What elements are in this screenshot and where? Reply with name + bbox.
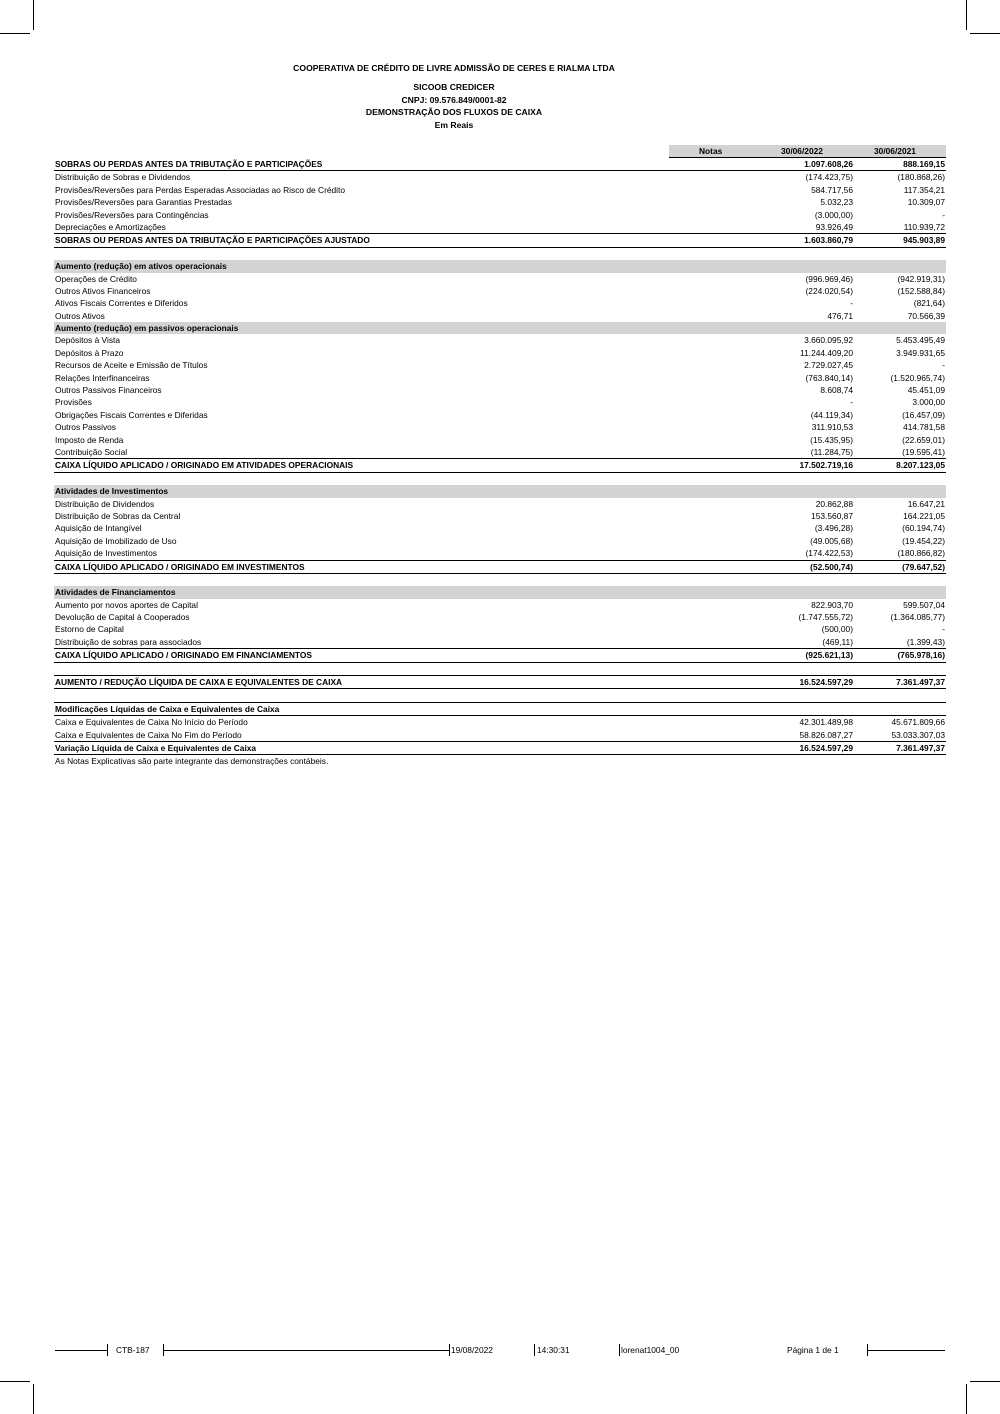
statement-row: Depósitos à Vista 3.660.095,92 5.453.495,49: [55, 335, 945, 346]
column-header: [669, 145, 946, 158]
period-2022-column-header: 30/06/2022: [781, 146, 823, 156]
statement-row: Caixa e Equivalentes de Caixa No Início do Período 42.301.489,98 45.671.809,66: [55, 717, 945, 728]
subtotal-row: SOBRAS OU PERDAS ANTES DA TRIBUTAÇÃO E PARTICIPAÇÕES AJUSTADO 1.603.860,79 945.903,89: [54, 234, 946, 247]
footer-page-number: Página 1 de 1: [787, 1345, 839, 1355]
statement-row: Recursos de Aceite e Emissão de Títulos 2.729.027,45 -: [55, 360, 945, 371]
subtotal-row: CAIXA LÍQUIDO APLICADO / ORIGINADO EM ATIVIDADES OPERACIONAIS 17.502.719,16 8.207.123,05: [54, 459, 946, 472]
statement-title: DEMONSTRAÇÃO DOS FLUXOS DE CAIXA: [365, 107, 543, 117]
statement-row: Provisões/Reversões para Perdas Esperadas Associadas ao Risco de Crédito 584.717,56 117.354,21: [55, 184, 945, 195]
section-header: Atividades de Financiamentos: [54, 586, 946, 598]
statement-row: Aquisição de Imobilizado de Uso (49.005,68) (19.454,22): [55, 535, 945, 546]
crop-mark: [970, 1381, 1000, 1382]
report-footer: [0, 1344, 1000, 1358]
crop-mark: [33, 0, 34, 30]
cnpj: CNPJ: 09.576.849/0001-82: [401, 95, 507, 105]
section-header: Aumento (redução) em passivos operacionais: [54, 322, 946, 334]
statement-row: Depósitos à Prazo 11.244.409,20 3.949.931,65: [55, 347, 945, 358]
footer-report-id: lorenat1004_00: [621, 1345, 680, 1355]
notes-column-header: Notas: [699, 146, 723, 156]
statement-row: Obrigações Fiscais Correntes e Diferidas (44.119,34) (16.457,09): [55, 409, 945, 420]
cash-flow-statement: [54, 145, 946, 768]
subtotal-row: CAIXA LÍQUIDO APLICADO / ORIGINADO EM FINANCIAMENTOS (925.621,13) (765.978,16): [54, 649, 946, 662]
subtotal-row: CAIXA LÍQUIDO APLICADO / ORIGINADO EM INVESTIMENTOS (52.500,74) (79.647,52): [54, 561, 946, 574]
crop-mark: [966, 0, 967, 30]
footer-time: 14:30:31: [537, 1345, 570, 1355]
statement-row: Imposto de Renda (15.435,95) (22.659,01): [55, 434, 945, 445]
statement-row: Outros Passivos 311.910,53 414.781,58: [55, 422, 945, 433]
statement-row: Distribuição de sobras para associados (469,11) (1.399,43): [54, 636, 946, 649]
statement-row: Relações Interfinanceiras (763.840,14) (1.520.965,74): [55, 372, 945, 383]
statement-row: Provisões - 3.000,00: [55, 397, 945, 408]
statement-row: Outros Ativos 476,71 70.566,39: [55, 310, 945, 321]
crop-mark: [966, 1384, 967, 1414]
period-2021-column-header: 30/06/2021: [874, 146, 916, 156]
footer-code: CTB-187: [116, 1345, 150, 1355]
crop-mark: [970, 33, 1000, 34]
statement-row: Ativos Fiscais Correntes e Diferidos - (821,64): [55, 298, 945, 309]
section-header: Modificações Líquidas de Caixa e Equivalentes de Caixa: [54, 703, 946, 716]
crop-mark: [0, 33, 30, 34]
statement-row: Aquisição de Intangível (3.496,28) (60.194,74): [55, 523, 945, 534]
statement-row: Distribuição de Sobras da Central 153.560,87 164.221,05: [55, 510, 945, 521]
section-header: Aumento (redução) em ativos operacionais: [54, 260, 946, 272]
statement-row: Distribuição de Sobras e Dividendos (174.423,75) (180.868,26): [55, 172, 945, 183]
statement-row: Distribuição de Dividendos 20.862,88 16.647,21: [55, 498, 945, 509]
statement-row: Estorno de Capital (500,00) -: [55, 624, 945, 635]
currency-label: Em Reais: [434, 120, 474, 130]
statement-row: Caixa e Equivalentes de Caixa No Fim do Período 58.826.087,27 53.033.307,03: [54, 729, 946, 742]
statement-row: Outros Ativos Financeiros (224.020,54) (152.588,84): [55, 285, 945, 296]
statement-row: Operações de Crédito (996.969,46) (942.919,31): [55, 273, 945, 284]
trade-name: SICOOB CREDICER: [413, 82, 495, 92]
footer-date: 19/08/2022: [451, 1345, 493, 1355]
statement-row: Devolução de Capital à Cooperados (1.747.555,72) (1.364.085,77): [55, 612, 945, 623]
statement-row: Aquisição de Investimentos (174.422,53) (180.866,82): [54, 547, 946, 560]
net-change-row: AUMENTO / REDUÇÃO LÍQUIDA DE CAIXA E EQUIVALENTES DE CAIXA 16.524.597,29 7.361.497,37: [54, 676, 946, 689]
company-name: COOPERATIVA DE CRÉDITO DE LIVRE ADMISSÃO DE CERES E RIALMA LTDA: [293, 63, 615, 73]
statement-row: Aumento por novos aportes de Capital 822.903,70 599.507,04: [55, 599, 945, 610]
section-header: Atividades de Investimentos: [54, 485, 946, 497]
statement-row: Provisões/Reversões para Garantias Prestadas 5.032,23 10.309,07: [55, 197, 945, 208]
statement-row: Outros Passivos Financeiros 8.608,74 45.451,09: [55, 385, 945, 396]
statement-row: SOBRAS OU PERDAS ANTES DA TRIBUTAÇÃO E PARTICIPAÇÕES 1.097.608,26 888.169,15: [54, 158, 946, 171]
statement-row: Depreciações e Amortizações 93.926,49 110.939,72: [54, 221, 946, 234]
statement-row: Provisões/Reversões para Contingências (3.000,00) -: [55, 209, 945, 220]
net-variation-row: Variação Líquida de Caixa e Equivalentes de Caixa 16.524.597,29 7.361.497,37: [54, 742, 946, 755]
explanatory-note: As Notas Explicativas são parte integrante das demonstrações contábeis.: [55, 756, 329, 767]
statement-row: Contribuição Social (11.284,75) (19.595,41): [54, 446, 946, 459]
crop-mark: [33, 1384, 34, 1414]
crop-mark: [0, 1381, 30, 1382]
